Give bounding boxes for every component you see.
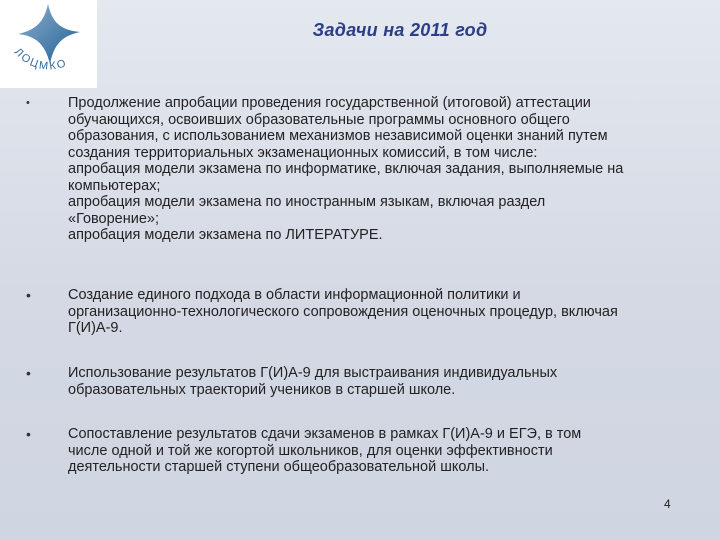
bullet-marker: • (26, 426, 31, 442)
bullet-marker: • (26, 97, 30, 109)
bullet-text-line: «Говорение»; (68, 210, 160, 227)
bullet-text-line: Использование результатов Г(И)А-9 для выстраивания индивидуальных (68, 365, 558, 381)
bullet-text-line: создания территориальных экзаменационных комиссий, в том числе: (68, 144, 538, 161)
bullet-text-line: компьютерах; (68, 177, 161, 194)
bullet-text-line: Продолжение апробации проведения государственной (итоговой) аттестации (68, 95, 591, 111)
bullet-marker: • (26, 287, 31, 303)
bullet-text-line: деятельности старшей ступени общеобразовательной школы. (68, 459, 490, 475)
logo-text: ЛОЦМКО (11, 45, 69, 73)
page-number: 4 (664, 497, 671, 511)
bullet-text-line: числе одной и той же когортой школьников, для оценки эффективности (68, 442, 553, 459)
bullet-text-line: Создание единого подхода в области информационной политики и (68, 287, 521, 303)
logo (0, 0, 97, 88)
bullet-text-line: образования, с использованием механизмов независимой оценки знаний путем (68, 128, 608, 144)
star-logo-icon (0, 0, 97, 88)
bullet-text-line: образовательных траекторий учеников в старшей школе. (68, 381, 456, 398)
bullet-text-line: апробация модели экзамена по ЛИТЕРАТУРЕ. (68, 227, 383, 243)
bullet-text-line: организационно-технологического сопровождения оценочных процедур, включая (68, 303, 618, 320)
svg-text:ЛОЦМКО (12, 46, 69, 73)
bullet-marker: • (26, 365, 31, 381)
bullet-text-line: апробация модели экзамена по информатике, включая задания, выполняемые на (68, 161, 624, 177)
slide-title: Задачи на 2011 год (312, 20, 488, 40)
bullet-text-line: Г(И)А-9. (68, 320, 123, 336)
bullet-text-line: Сопоставление результатов сдачи экзаменов в рамках Г(И)А-9 и ЕГЭ, в том (68, 426, 582, 442)
bullet-text-line: апробация модели экзамена по иностранным языкам, включая раздел (68, 194, 546, 210)
bullet-text-line: обучающихся, освоивших образовательные программы основного общего (68, 111, 570, 128)
